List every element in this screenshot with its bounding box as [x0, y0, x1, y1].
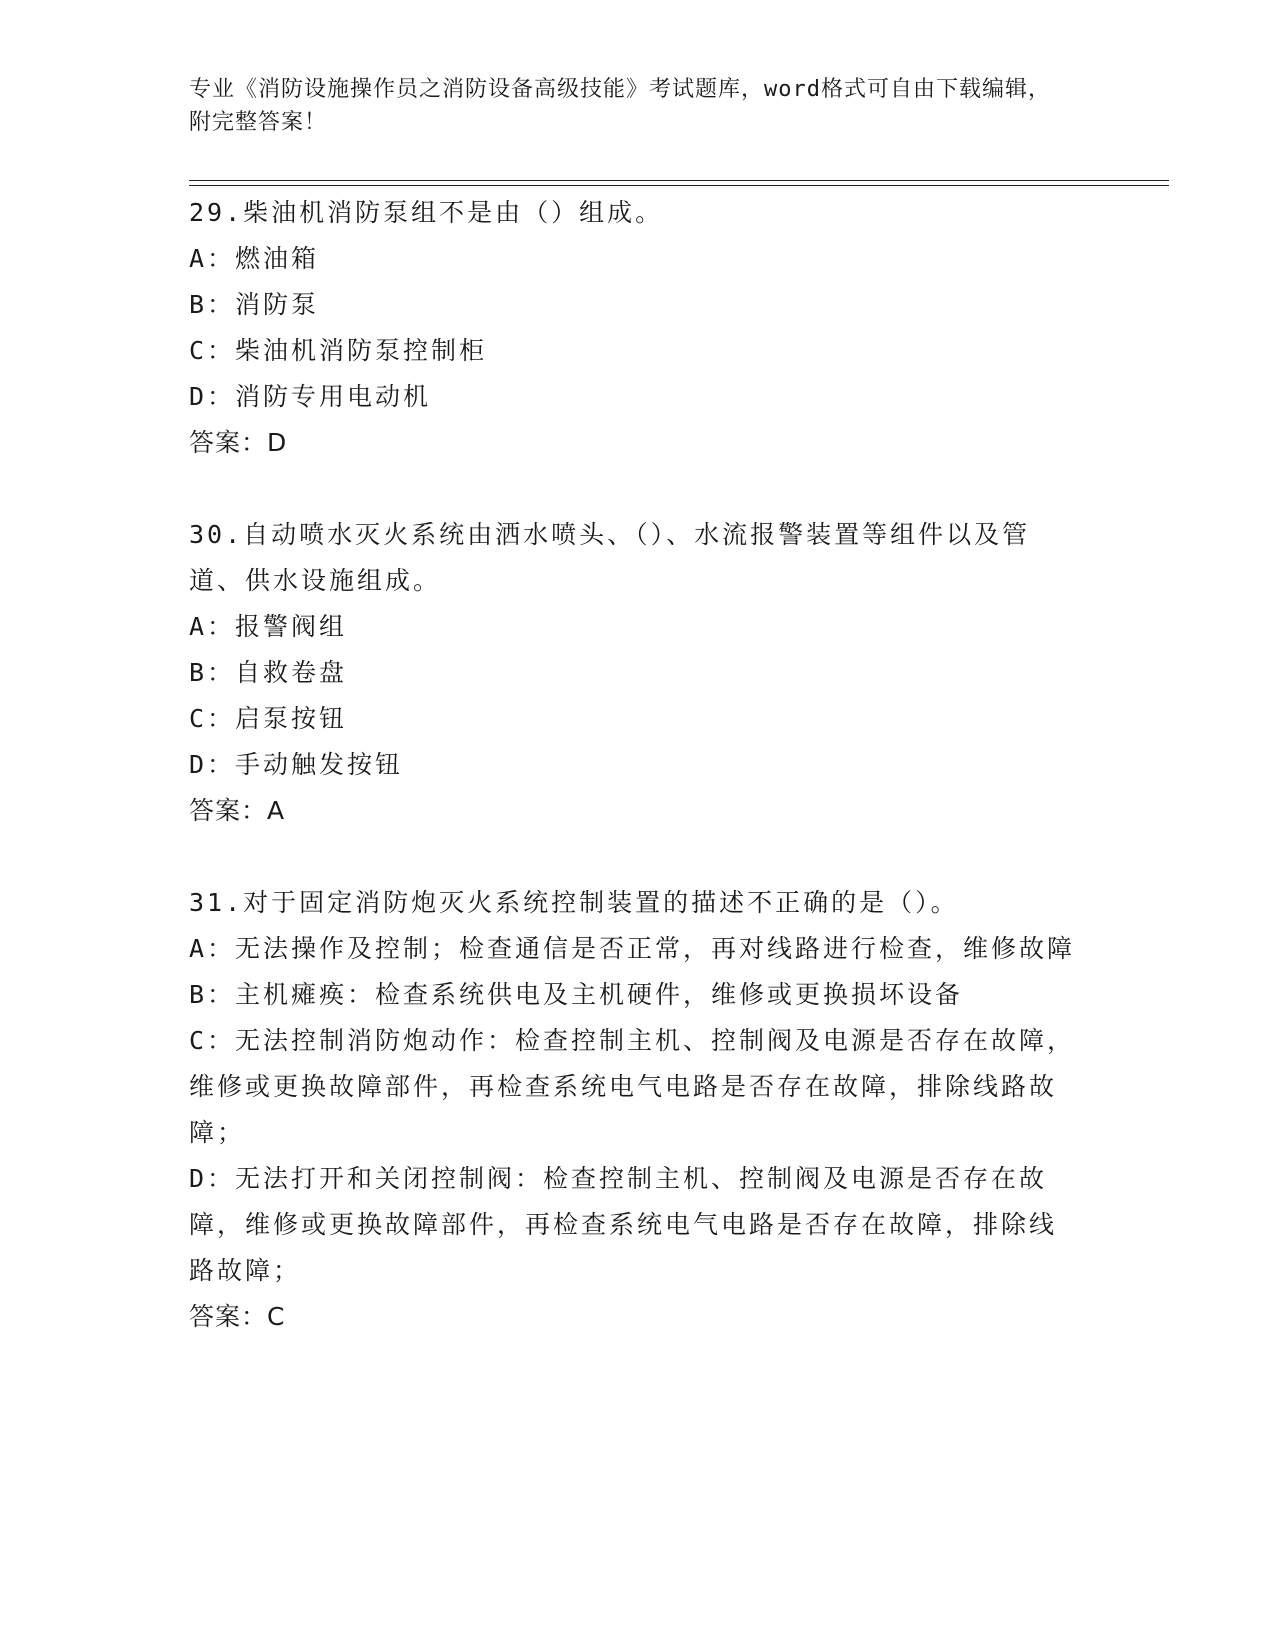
question-stem: 31.对于固定消防炮灭火系统控制装置的描述不正确的是（）。: [189, 888, 959, 917]
document-header: 专业《消防设施操作员之消防设备高级技能》考试题库，word格式可自由下载编辑，附完整答案！: [189, 77, 1051, 135]
option-b: B：消防泵: [189, 290, 320, 319]
question-31: [189, 880, 1084, 1340]
header-divider-top: [189, 180, 1169, 181]
answer-line: 答案：C: [189, 1302, 286, 1331]
option-d: D：手动触发按钮: [189, 750, 404, 779]
question-stem: 29.柴油机消防泵组不是由（）组成。: [189, 198, 664, 227]
question-list: [189, 190, 1084, 1340]
question-30: [189, 512, 1084, 834]
option-a: A：无法操作及控制；检查通信是否正常，再对线路进行检查，维修故障: [189, 934, 1076, 963]
question-stem: 30.自动喷水灭火系统由洒水喷头、（）、水流报警装置等组件以及管道、供水设施组成。: [189, 520, 1031, 595]
option-b: B：主机瘫痪：检查系统供电及主机硬件，维修或更换损坏设备: [189, 980, 964, 1009]
header-divider-bottom: [189, 185, 1169, 186]
option-d: D：无法打开和关闭控制阀：检查控制主机、控制阀及电源是否存在故障，维修或更换故障部件，再检查系统电气电路是否存在故障，排除线路故障；: [189, 1164, 1058, 1285]
option-a: A：报警阀组: [189, 612, 348, 641]
option-c: C：启泵按钮: [189, 704, 348, 733]
option-d: D：消防专用电动机: [189, 382, 432, 411]
answer-line: 答案：D: [189, 428, 288, 457]
option-b: B：自救卷盘: [189, 658, 348, 687]
answer-line: 答案：A: [189, 796, 286, 825]
option-a: A：燃油箱: [189, 244, 320, 273]
question-29: [189, 190, 1084, 466]
option-c: C：柴油机消防泵控制柜: [189, 336, 488, 365]
option-c: C：无法控制消防炮动作：检查控制主机、控制阀及电源是否存在故障，维修或更换故障部件，再检查系统电气电路是否存在故障，排除线路故障；: [189, 1026, 1076, 1147]
